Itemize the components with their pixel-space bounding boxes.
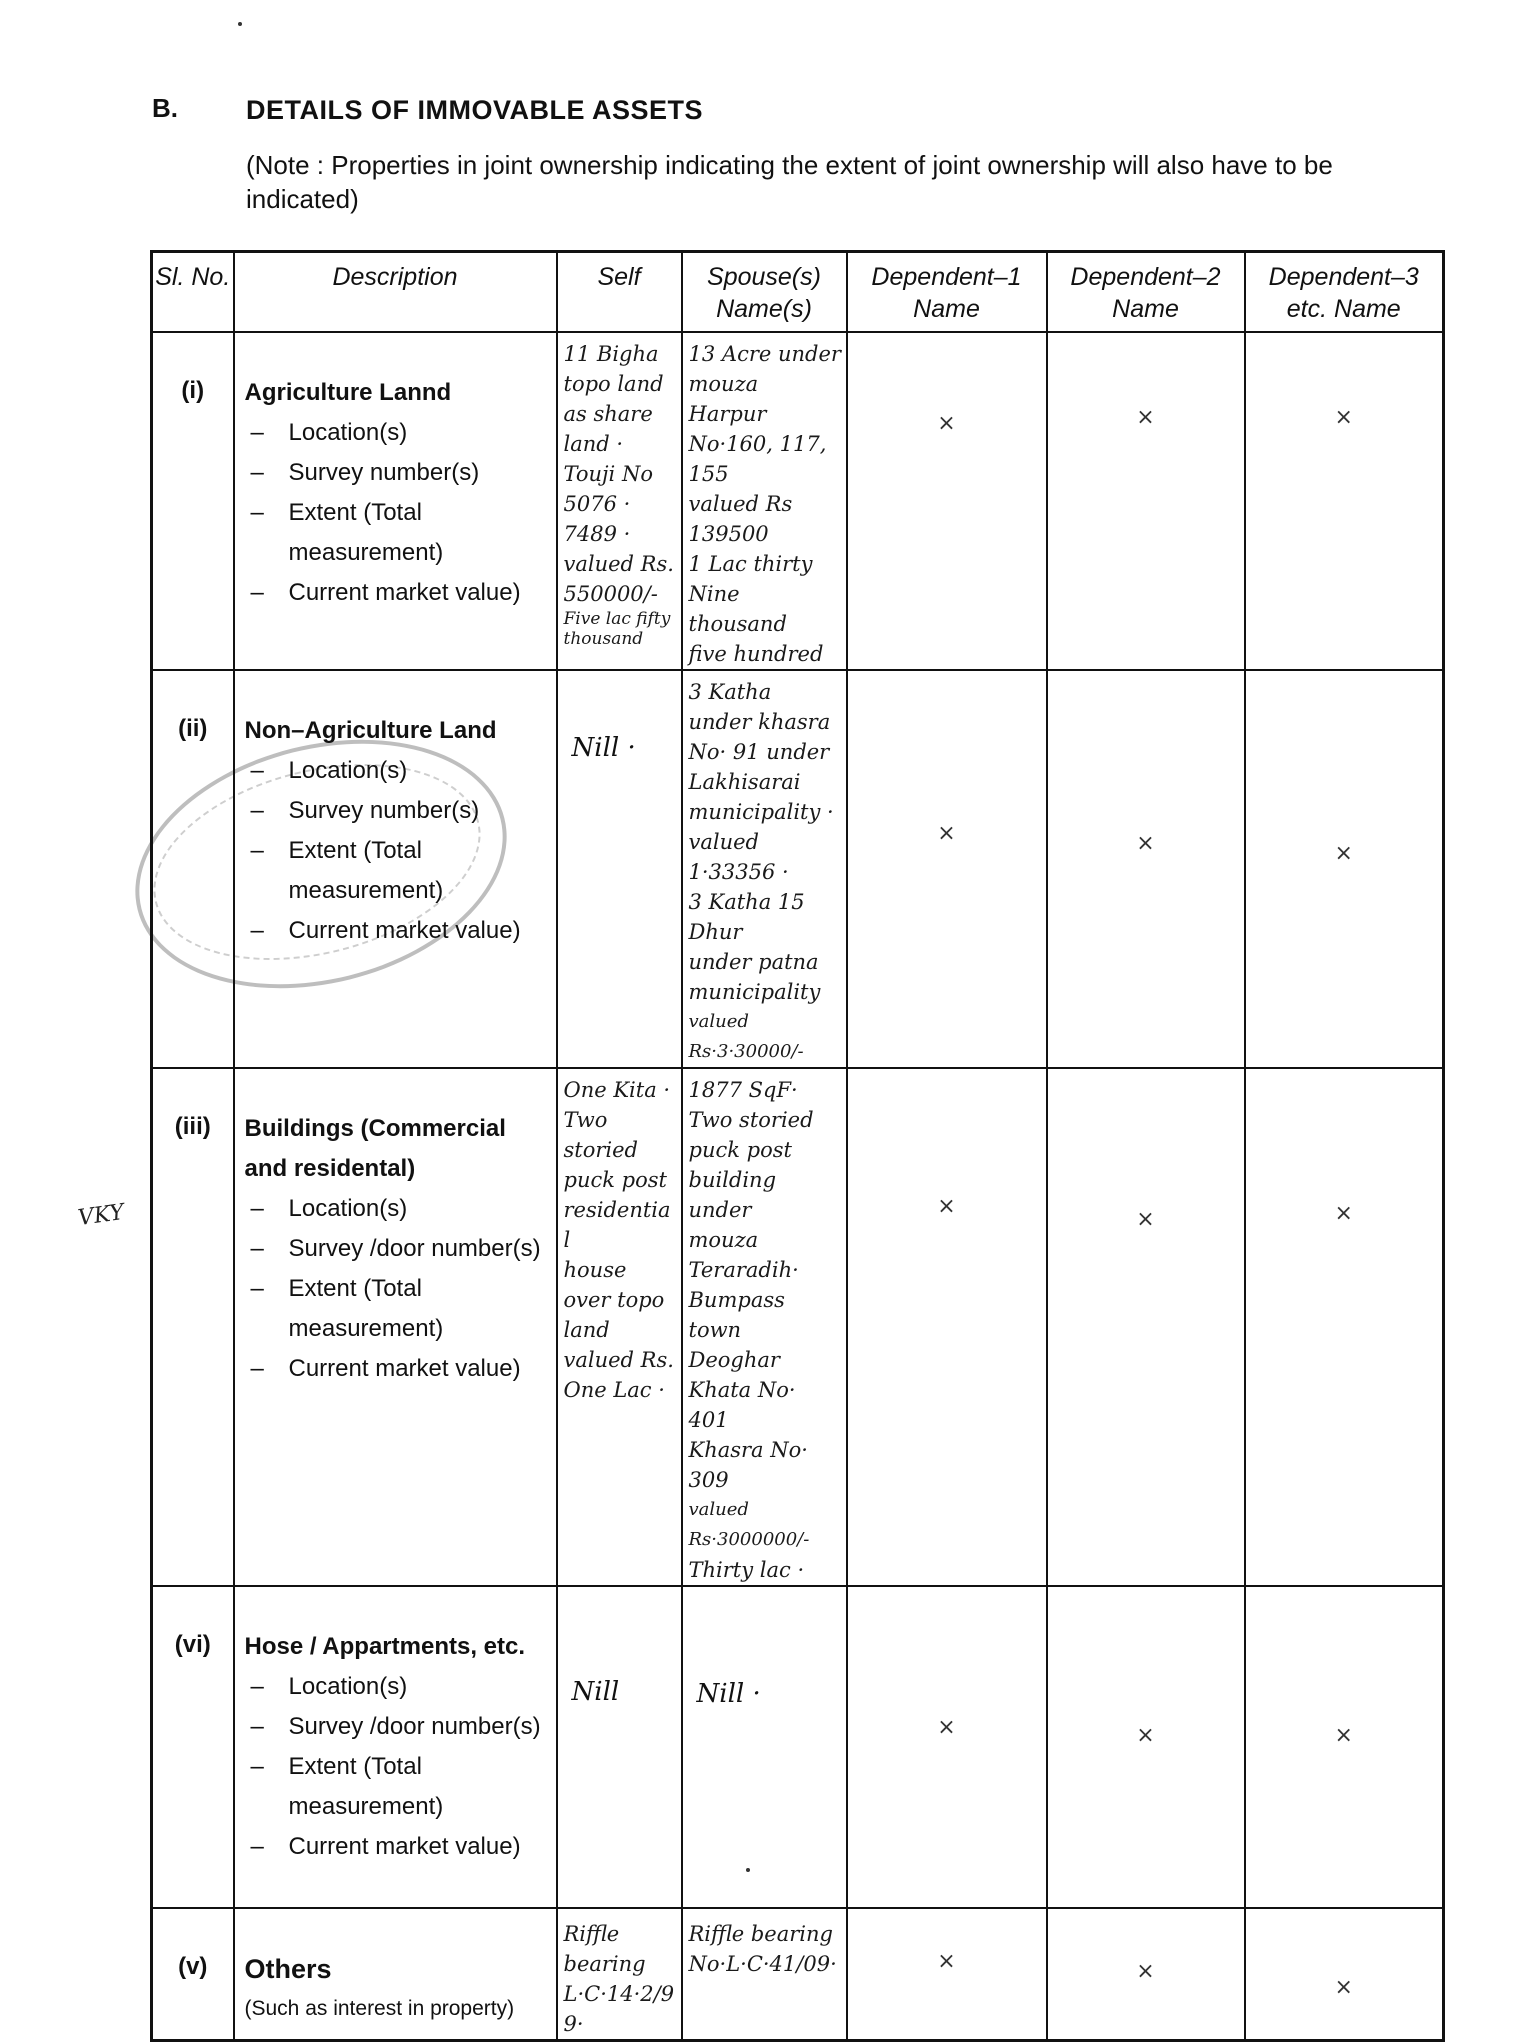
handwritten-line: five hundred (688, 642, 824, 666)
row-items (245, 751, 550, 951)
table-row (152, 670, 1444, 1068)
row-description (234, 1908, 557, 2041)
row-items (245, 1189, 550, 1389)
handwritten-line: Deoghar (688, 1348, 780, 1372)
handwritten-line: under patna (688, 950, 819, 974)
handwritten-line: valued Rs·3·30000/- (688, 1011, 804, 1062)
handwritten-line: Two storied (563, 1108, 638, 1162)
handwritten-line: 13 Acre under (688, 342, 841, 366)
spouse-handwritten-entry (682, 332, 847, 670)
row-item: – Survey number(s) (245, 453, 550, 493)
handwritten-line: L·C·14·2/99· (563, 1982, 675, 2036)
row-serial: (i) (152, 332, 234, 670)
self-handwritten-entry (557, 1586, 682, 1908)
handwritten-line: Two storied (688, 1108, 814, 1132)
handwritten-line: mouza Teraradih· (688, 1228, 799, 1282)
row-description (234, 1586, 557, 1908)
handwritten-line: 1 Lac thirty (688, 552, 813, 576)
handwritten-line: valued Rs. (563, 552, 674, 576)
immovable-assets-table (150, 250, 1445, 2042)
section-letter: B. (152, 93, 178, 123)
dependent-3-mark: × (1245, 1908, 1444, 2041)
handwritten-line: Nill · (571, 733, 636, 763)
table-row (152, 332, 1444, 670)
dependent-1-mark: × (847, 1908, 1047, 2041)
self-handwritten-entry (557, 670, 682, 1068)
row-item: – Current market value) (245, 1827, 550, 1867)
scan-speck (238, 22, 242, 26)
dependent-2-mark: × (1047, 1586, 1245, 1908)
handwritten-line: 11 Bigha (563, 342, 659, 366)
handwritten-line: 5076 · (563, 492, 631, 516)
row-item: – Extent (Total measurement) (245, 1747, 550, 1827)
handwritten-line: as share (563, 402, 653, 426)
self-handwritten-entry (557, 332, 682, 670)
table-row (152, 1068, 1444, 1586)
handwritten-line: 3 Katha (688, 680, 772, 704)
handwritten-line: residential (563, 1198, 671, 1252)
dependent-2-mark: × (1047, 670, 1245, 1068)
row-heading: Buildings (Commercial and residental) (244, 1115, 506, 1182)
handwritten-line: puck post (688, 1138, 792, 1162)
dependent-3-mark: × (1245, 1068, 1444, 1586)
handwritten-line: Khasra No· 309 (688, 1438, 808, 1492)
handwritten-line: valued Rs. (563, 1348, 674, 1372)
row-serial: (vi) (152, 1586, 234, 1908)
dependent-2-mark: × (1047, 332, 1245, 670)
margin-initials: VKY (76, 1199, 126, 1232)
handwritten-line: Nine thousand (688, 582, 787, 636)
row-serial: (iii) (152, 1068, 234, 1586)
row-heading: Non–Agriculture Land (244, 717, 497, 744)
handwritten-line: house (563, 1258, 627, 1282)
row-items (245, 1667, 550, 1867)
row-item: – Current market value) (245, 1349, 550, 1389)
row-item: – Location(s) (245, 1189, 550, 1229)
row-heading: Hose / Appartments, etc. (244, 1633, 526, 1660)
scan-speck (746, 1868, 750, 1872)
spouse-handwritten-entry (682, 670, 847, 1068)
row-item: – Survey number(s) (245, 791, 550, 831)
row-serial: (ii) (152, 670, 234, 1068)
handwritten-line: valued 1·33356 · (688, 830, 789, 884)
dependent-2-mark: × (1047, 1068, 1245, 1586)
handwritten-line: Touji No (563, 462, 653, 486)
self-handwritten-entry (557, 1068, 682, 1586)
handwritten-line: Nill · (696, 1679, 761, 1709)
spouse-handwritten-entry (682, 1068, 847, 1586)
handwritten-line: Riffle bearing (688, 1922, 833, 1946)
handwritten-line: No· 91 under (688, 740, 830, 764)
header-self: Self (557, 252, 682, 333)
handwritten-line: Thirty lac · (688, 1558, 805, 1582)
handwritten-line: One Lac · (563, 1378, 665, 1402)
row-item: – Extent (Total measurement) (245, 1269, 550, 1349)
row-heading: Agriculture Lannd (244, 379, 452, 406)
row-item: – Survey /door number(s) (245, 1707, 550, 1747)
section-title: DETAILS OF IMMOVABLE ASSETS (246, 95, 704, 125)
handwritten-line: under khasra (688, 710, 831, 734)
row-description (234, 670, 557, 1068)
table-row (152, 1586, 1444, 1908)
header-spouse: Spouse(s) Name(s) (682, 252, 847, 333)
row-serial: (v) (152, 1908, 234, 2041)
row-item: – Location(s) (245, 413, 550, 453)
header-description: Description (234, 252, 557, 333)
row-item: – Current market value) (245, 573, 550, 613)
spouse-handwritten-entry (682, 1586, 847, 1908)
row-items (245, 413, 550, 613)
handwritten-line: building under (688, 1168, 777, 1222)
handwritten-line: 7489 · (563, 522, 631, 546)
handwritten-line: No·160, 117, 155 (688, 432, 827, 486)
handwritten-line: Riffle bearing (563, 1922, 646, 1976)
handwritten-line: mouza Harpur (688, 372, 767, 426)
table-header-row (152, 252, 1444, 333)
handwritten-line: valued Rs·3000000/- (688, 1499, 810, 1550)
spouse-handwritten-entry (682, 1908, 847, 2041)
dependent-2-mark: × (1047, 1908, 1245, 2041)
header-dependent-1: Dependent–1 Name (847, 252, 1047, 333)
handwritten-line: valued Rs 139500 (688, 492, 793, 546)
handwritten-line: 3 Katha 15 Dhur (688, 890, 805, 944)
handwritten-line: No·L·C·41/09· (688, 1952, 837, 1976)
row-item: – Extent (Total measurement) (245, 493, 550, 573)
handwritten-line: Khata No· 401 (688, 1378, 796, 1432)
handwritten-line: over topo (563, 1288, 665, 1312)
row-item: – Survey /door number(s) (245, 1229, 550, 1269)
handwritten-line: land · (563, 432, 624, 456)
handwritten-line: One Kita · (563, 1078, 671, 1102)
row-description (234, 332, 557, 670)
handwritten-line: municipality · (688, 800, 834, 824)
row-item: – Location(s) (245, 1667, 550, 1707)
dependent-1-mark: × (847, 1586, 1047, 1908)
header-dependent-2: Dependent–2 Name (1047, 252, 1245, 333)
dependent-1-mark: × (847, 670, 1047, 1068)
handwritten-line: land (563, 1318, 610, 1342)
handwritten-line: Lakhisarai (688, 770, 801, 794)
dependent-1-mark: × (847, 332, 1047, 670)
handwritten-line: 550000/- (563, 582, 658, 606)
row-item: – Current market value) (245, 911, 550, 951)
table-row (152, 1908, 1444, 2041)
dependent-1-mark: × (847, 1068, 1047, 1586)
dependent-3-mark: × (1245, 332, 1444, 670)
section-note: (Note : Properties in joint ownership indicating the extent of joint ownership will also have to be indicated) (246, 150, 1333, 214)
handwritten-line: topo land (563, 372, 664, 396)
self-handwritten-entry (557, 1908, 682, 2041)
row-description (234, 1068, 557, 1586)
dependent-3-mark: × (1245, 1586, 1444, 1908)
handwritten-line: Bumpass town (688, 1288, 785, 1342)
header-sl-no: Sl. No. (152, 252, 234, 333)
header-dependent-3: Dependent–3 etc. Name (1245, 252, 1444, 333)
handwritten-line: 1877 SqF· (688, 1078, 798, 1102)
row-subheading: (Such as interest in property) (244, 1997, 515, 2020)
handwritten-line: Five lac fifty thousand (563, 609, 671, 649)
handwritten-line: puck post (563, 1168, 667, 1192)
handwritten-line: municipality (688, 980, 821, 1004)
handwritten-line: Nill (571, 1677, 620, 1707)
row-item: – Location(s) (245, 751, 550, 791)
row-heading: Others (244, 1954, 332, 1984)
row-item: – Extent (Total measurement) (245, 831, 550, 911)
dependent-3-mark: × (1245, 670, 1444, 1068)
